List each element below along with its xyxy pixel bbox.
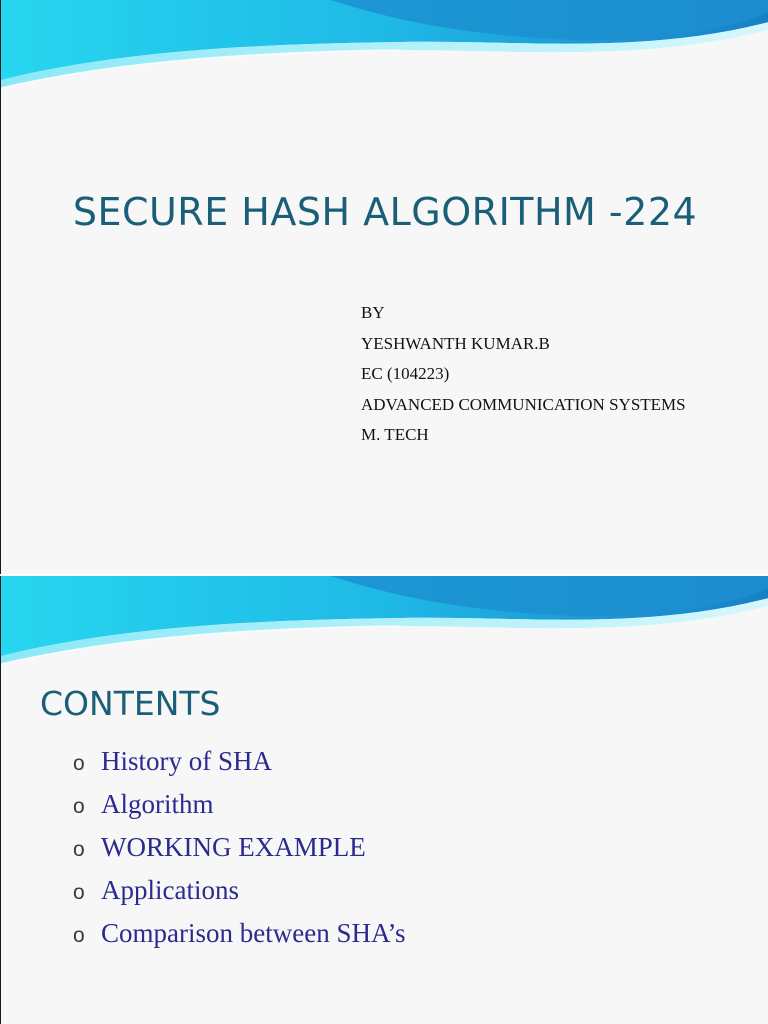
- list-item: [73, 789, 405, 832]
- contents-list: [73, 746, 405, 961]
- list-item-label: Applications: [101, 875, 239, 905]
- bullet-circle-icon: o: [73, 881, 85, 904]
- author-info: [361, 298, 686, 451]
- author-department: ADVANCED COMMUNICATION SYSTEMS: [361, 394, 686, 414]
- author-name: YESHWANTH KUMAR.B: [361, 333, 550, 353]
- list-item: [73, 918, 405, 961]
- contents-heading: CONTENTS: [40, 684, 221, 723]
- author-degree: M. TECH: [361, 425, 429, 444]
- list-item: [73, 746, 405, 789]
- list-item-label: Algorithm: [101, 789, 214, 819]
- bullet-circle-icon: o: [73, 924, 85, 947]
- list-item-label: History of SHA: [101, 746, 273, 776]
- author-id: EC (104223): [361, 364, 450, 383]
- list-item-label: Comparison between SHA’s: [101, 918, 406, 948]
- author-by: BY: [361, 303, 385, 322]
- list-item-label: WORKING EXAMPLE: [101, 832, 366, 862]
- slide-title: SECURE HASH ALGORITHM -224: [72, 190, 698, 234]
- bullet-circle-icon: o: [73, 752, 85, 775]
- bullet-circle-icon: o: [73, 838, 85, 861]
- wave-header-decoration: [1, 0, 768, 110]
- bullet-circle-icon: o: [73, 795, 85, 818]
- wave-header-decoration: [1, 576, 768, 686]
- list-item: [73, 875, 405, 918]
- contents-slide: [0, 576, 768, 1024]
- list-item: [73, 832, 405, 875]
